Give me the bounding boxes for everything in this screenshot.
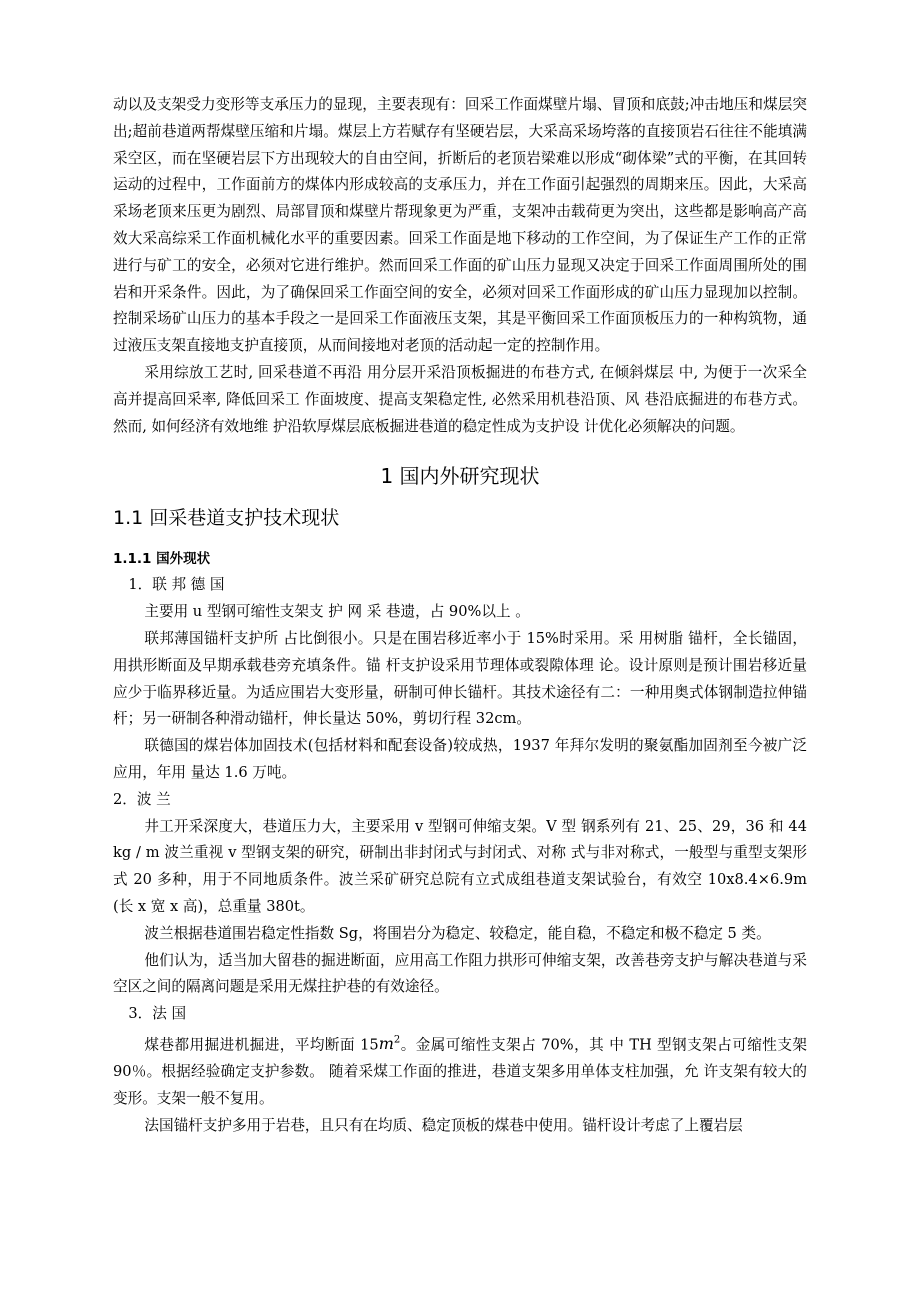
subsection-heading: 1.1.1 国外现状 <box>113 551 211 568</box>
germany-paragraph-1: 主要用 u 型钢可缩性支架支 护 网 采 巷遗，占 90%以上 。 <box>144 603 530 621</box>
intro-paragraph: 动以及支架受力变形等支承压力的显现，主要表现有：回采工作面煤壁片塌、冒顶和底鼓;冲击地压和煤层突出;超前巷道两帮煤壁压缩和片塌。煤层上方若赋存有坚硬岩层，大采高采场垮落的直接顶岩石往往不能填满采空区，而在坚硬岩层下方出现较大的自由空间，折断后的老顶岩梁难以形成“砌体梁”式的平衡，在其回转运动的过程中，工作面前方的煤体内形成较高的支承压力，并在工作面引起强烈的周期来压。因此，大采高采场老顶来压更为剧烈、局部冒顶和煤壁片帮现象更为严重，支架冲击载荷更为突出，这些都是影响高产高效大采高综采工作面机械化水平的重要因素。回采工作面是地下移动的工作空间，为了保证生产工作的正常进行与矿工的安全，必须对它进行维护。然而回采工作面的矿山压力显现又决定于回采工作面周围所处的围岩和开采条件。因此，为了确保回采工作面空间的安全，必须对回采工作面形成的矿山压力显现加以控制。控制采场矿山压力的基本手段之一是回采工作面液压支架，其是平衡回采工作面顶板压力的一种构筑物，通过液压支架直接地支护直接顶，从而间接地对老顶的活动起一定的控制作用。 <box>113 96 807 355</box>
france-heading: 3．法 国 <box>128 1005 187 1023</box>
germany-heading: 1．联 邦 德 国 <box>128 576 225 594</box>
poland-paragraph-2: 波兰根据巷道围岩稳定性指数 Sg，将围岩分为稳定、较稳定，能自稳，不稳定和极不稳定 5 类。 <box>144 924 771 942</box>
section-heading: 1.1 回采巷道支护技术现状 <box>113 507 340 530</box>
poland-paragraph-1: 井工开采深度大，巷道压力大，主要采用 v 型钢可伸缩支架。V 型 钢系列有 21、25、29，36 和 44 kg / m 波兰重视 v 型钢支架的研究，研制出非封闭式与封闭式、对称 式与非对称式，一般型与重型支架形式 20 多种，用于不同地质条件。波兰采矿研究总院有立式成组巷道支架试验台，有效空 10x8.4×6.9m (长 x 宽 x 高)，总重量 380t。 <box>113 817 807 915</box>
france-paragraph-2: 法国锚杆支护多用于岩巷，且只有在均质、稳定顶板的煤巷中使用。锚杆设计考虑了上覆岩层 <box>144 1116 743 1134</box>
france-text-before: 煤巷都用掘进机掘进，平均断面 15 <box>144 1036 379 1054</box>
germany-paragraph-3: 联德国的煤岩体加固技术(包括材料和配套设备)较成热，1937 年拜尔发明的聚氨酯加固剂至今被广泛应用，年用 量达 1.6 万吨。 <box>113 737 807 781</box>
france-text-after: 。金属可缩性支架占 70%，其 中 TH 型钢支架占可缩性支架 90％。根据经验确定支护参数。 随着采煤工作面的推进，巷道支架多用单体支柱加强，允 许支架有较大的变形。支架一般不复用。 <box>113 1036 807 1107</box>
poland-heading: 2．波 兰 <box>113 790 171 808</box>
france-paragraph-1 <box>113 1028 807 1113</box>
area-unit: $m^2$ <box>378 1034 401 1054</box>
roadway-layout-paragraph: 采用综放工艺时, 回采巷道不再沿 用分层开采沿顶板掘进的布巷方式, 在倾斜煤层 中, 为便于一次采全高并提高回采率, 降低回采工 作面坡度、提高支架稳定性, 必然采用机巷沿顶、风 巷沿底掘进的布巷方式。然而, 如何经济有效地维 护沿软厚煤层底板掘进巷道的稳定性成为支护设 计优化必须解决的问题。 <box>113 363 807 435</box>
chapter-heading: 1 国内外研究现状 <box>380 464 540 489</box>
poland-paragraph-3: 他们认为，适当加大留巷的掘进断面，应用高工作阻力拱形可伸缩支架，改善巷旁支护与解决巷道与采空区之间的隔离问题是采用无煤拄护巷的有效途径。 <box>113 951 807 996</box>
germany-paragraph-2: 联邦薄国锚杆支护所 占比倒很小。只是在围岩移近率小于 15%时采用。采 用树脂 锚杆，全长锚固，用拱形断面及早期承载巷旁充填条件。锚 杆支护设采用节理体或裂隙体理 论。设计原则是预计围岩移近量应少于临界移近量。为适应围岩大变形量，研制可伸长锚杆。其技术途径有二：一种用奥式体钢制造拉伸锚杆；另一研制各种滑动锚杆，伸长量达 50%，剪切行程 32cm。 <box>113 629 807 728</box>
